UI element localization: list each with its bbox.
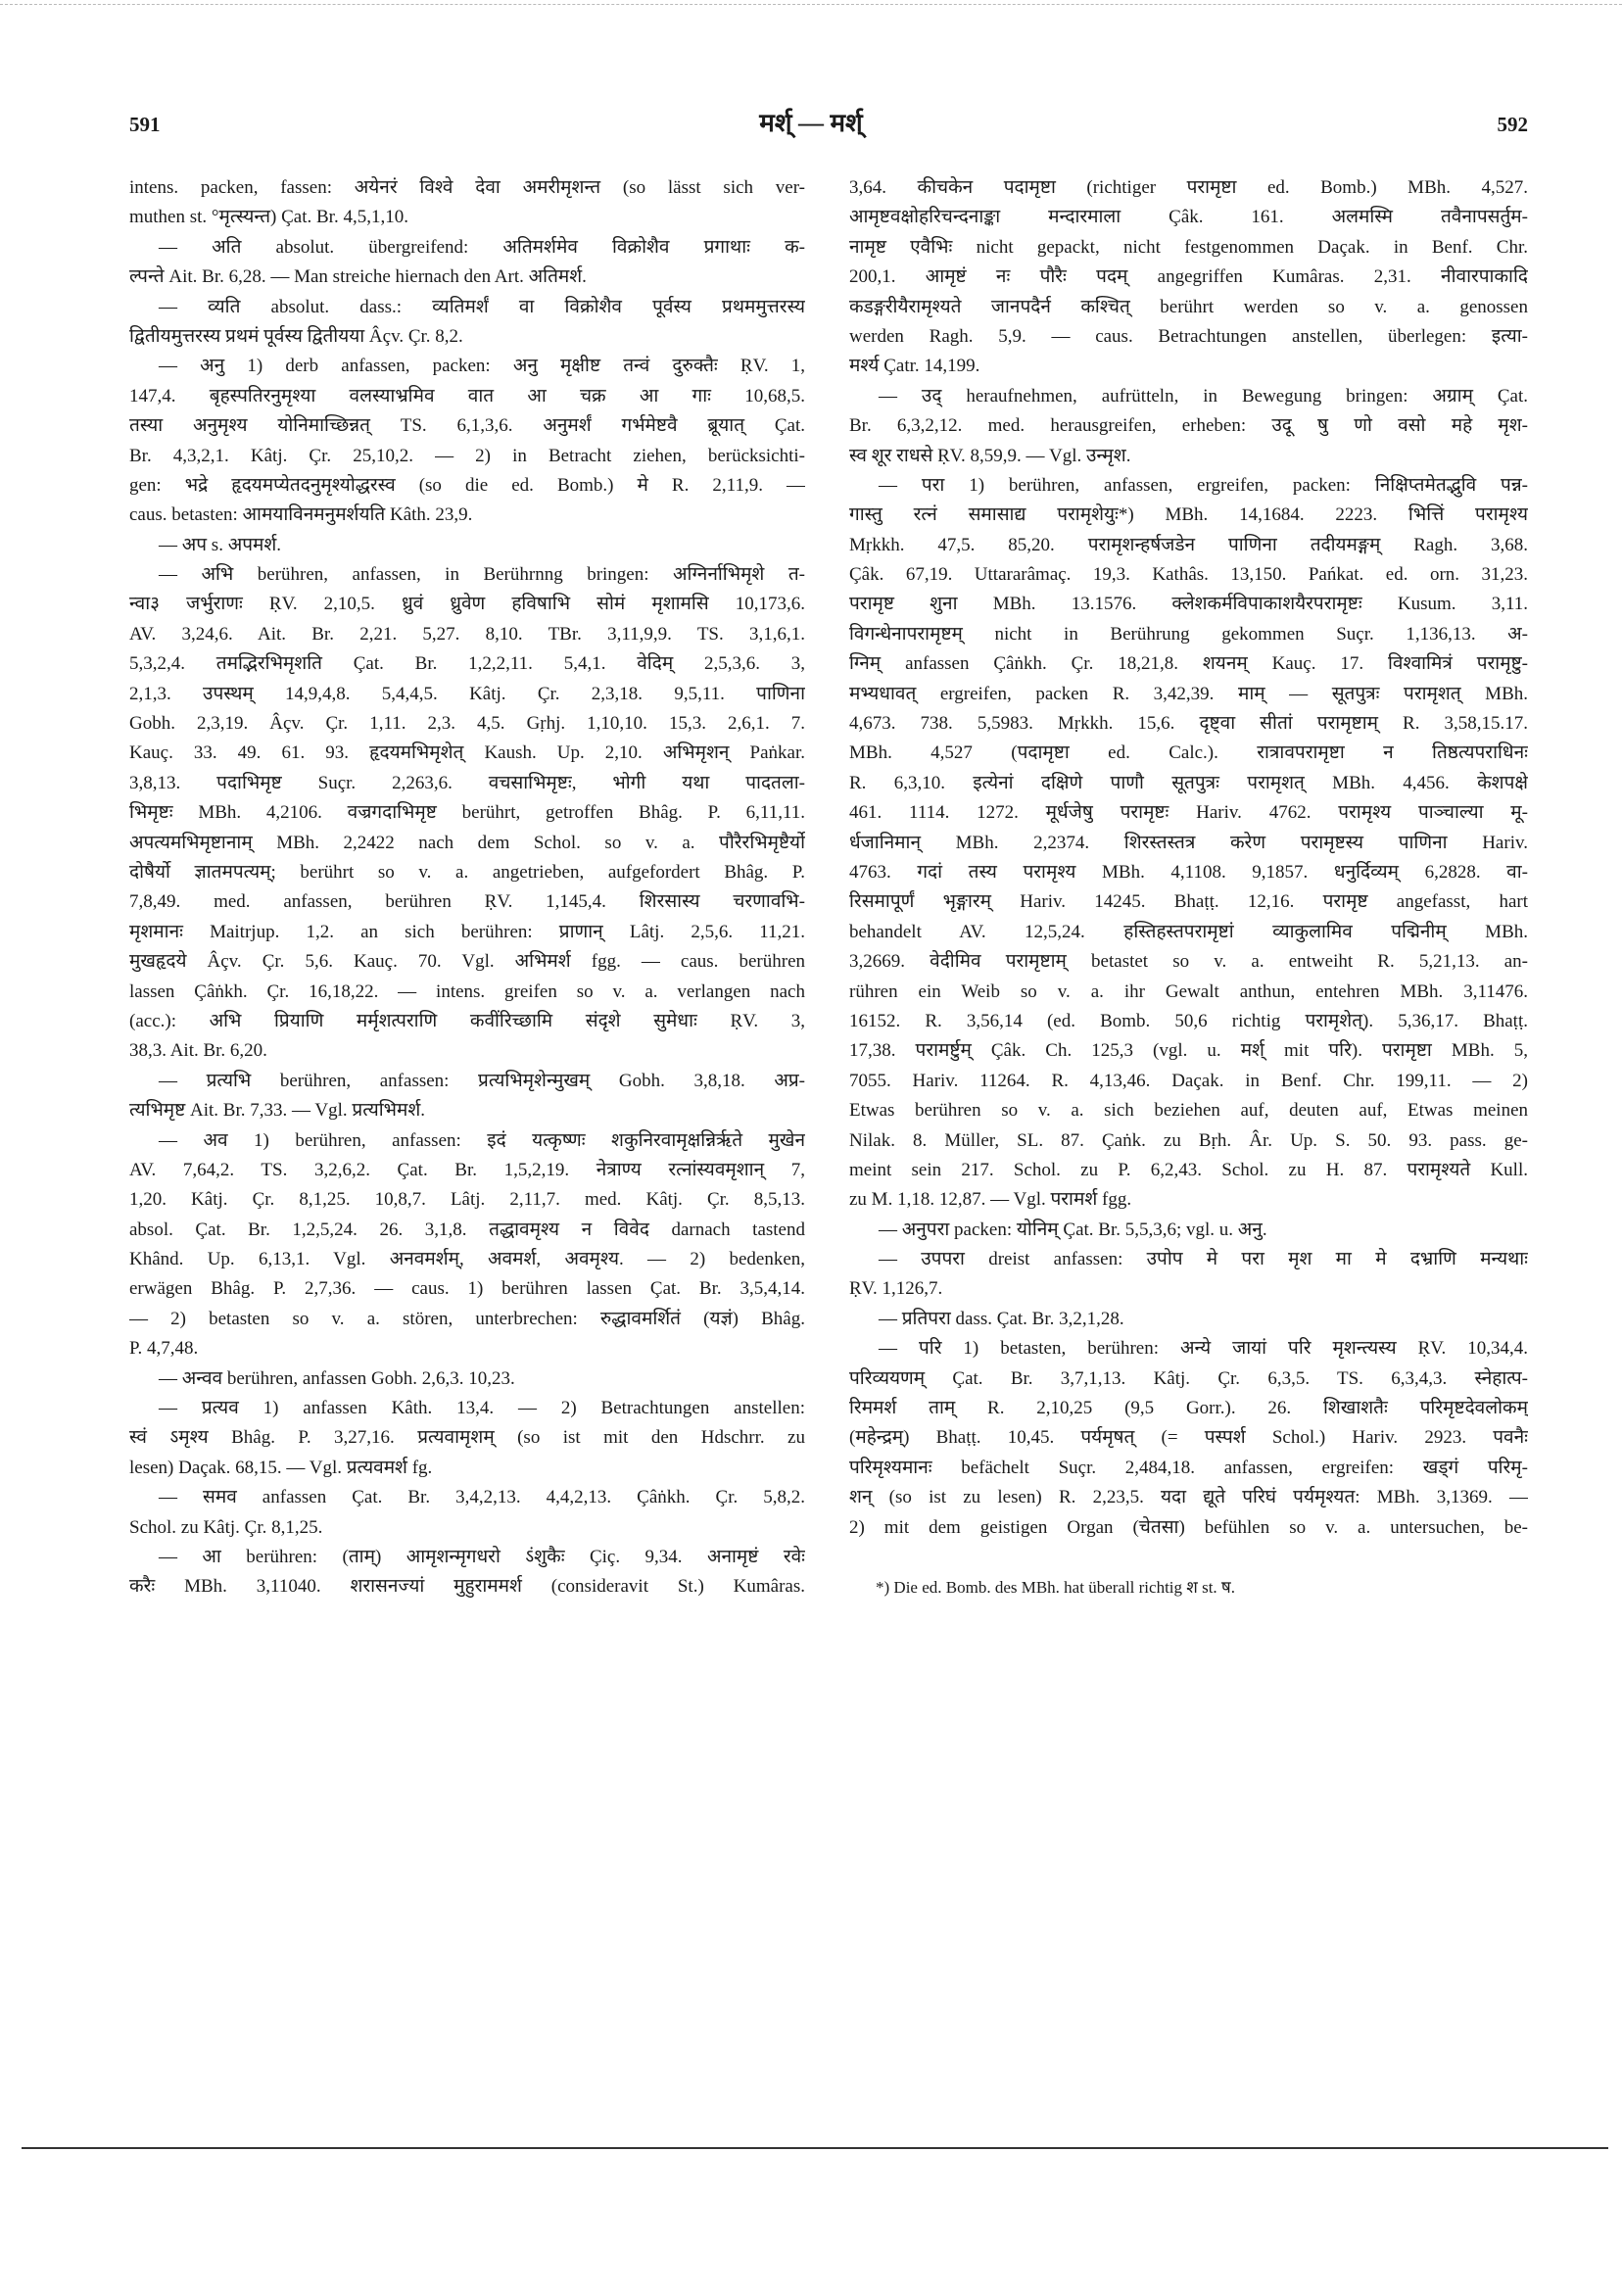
text-line: दोषैर्यो ज्ञातमपत्यम्; berührt so v. a. angetrieben, aufgefordert Bhâg. P. xyxy=(129,861,805,883)
text-line: करैः MBh. 3,11040. शरासनज्यां मुहुराममर्श (consideravit St.) Kumâras. xyxy=(129,1576,805,1598)
text-line: zu M. 1,18. 12,87. — Vgl. परामर्श fgg. xyxy=(849,1189,1132,1211)
entry-line: — आ berühren: (ताम्) आमृशन्मृगधरो ऽंशुकैः Çiç. 9,34. अनामृष्टं रवेः xyxy=(159,1546,805,1567)
text-line: absol. Çat. Br. 1,2,5,24. 26. 3,1,8. तद्धावमृश्य न विवेद darnach tastend xyxy=(129,1219,805,1240)
entry-line: — अति absolut. übergreifend: अतिमर्शमेव विक्रोशैव प्रगाथाः क- xyxy=(159,236,805,258)
text-line: त्यभिमृष्ट Ait. Br. 7,33. — Vgl. प्रत्यभिमर्श. xyxy=(129,1100,426,1122)
entry-line: — प्रत्यव 1) anfassen Kâth. 13,4. — 2) Betrachtungen anstellen: xyxy=(159,1398,805,1419)
text-line: कडङ्गरीयैरामृश्यते जानपदैर्न कश्चित् berührt werden so v. a. genossen xyxy=(849,296,1528,317)
text-line: 38,3. Ait. Br. 6,20. xyxy=(129,1040,267,1062)
footnote: *) Die ed. Bomb. des MBh. hat überall richtig श st. ष. xyxy=(876,1578,1235,1597)
text-line: 4,673. 738. 5,5983. Mṛkkh. 15,6. दृष्ट्वा सीतां परामृष्टाम् R. 3,58,15.17. xyxy=(849,713,1528,735)
text-line: Schol. zu Kâtj. Çr. 8,1,25. xyxy=(129,1516,323,1538)
entry-line: — अप s. अपमर्श. xyxy=(159,534,282,555)
text-line: Br. 6,3,2,12. med. herausgreifen, erheben: उदू षु णो वसो महे मृश- xyxy=(849,415,1528,437)
text-line: 1,20. Kâtj. Çr. 8,1,25. 10,8,7. Lâtj. 2,11,7. med. Kâtj. Çr. 8,5,13. xyxy=(129,1189,805,1211)
entry-line: — प्रतिपरा dass. Çat. Br. 3,2,1,28. xyxy=(879,1308,1124,1329)
text-line: 461. 1114. 1272. मूर्धजेषु परामृष्टः Hariv. 4762. परामृश्य पाञ्चाल्या मू- xyxy=(849,802,1528,824)
entry-line: — प्रत्यभि berühren, anfassen: प्रत्यभिमृशेन्मुखम् Gobh. 3,8,18. अप्र- xyxy=(159,1070,805,1091)
text-line: meint sein 217. Schol. zu P. 6,2,43. Schol. zu H. 87. परामृश्यते Kull. xyxy=(849,1159,1528,1180)
text-line: 7055. Hariv. 11264. R. 4,13,46. Daçak. in Benf. Chr. 199,11. — 2) xyxy=(849,1070,1528,1091)
text-line: न्वा३ जर्भुराणः ṚV. 2,10,5. ध्रुवं ध्रुवेण हविषाभि सोमं मृशामसि 10,173,6. xyxy=(129,594,805,615)
text-line: erwägen Bhâg. P. 2,7,36. — caus. 1) berühren lassen Çat. Br. 3,5,4,14. xyxy=(129,1278,805,1300)
entry-line: — समव anfassen Çat. Br. 3,4,2,13. 4,4,2,13. Çâṅkh. Çr. 5,8,2. xyxy=(159,1487,805,1508)
text-line: रिसमापूर्णं भृङ्गारम् Hariv. 14245. Bhaṭṭ. 12,16. परामृष्ट angefasst, hart xyxy=(849,891,1528,913)
page-number-left: 591 xyxy=(129,113,161,136)
text-line: द्वितीयमुत्तरस्य प्रथमं पूर्वस्य द्वितीयया Âçv. Çr. 8,2. xyxy=(129,325,463,347)
text-line: स्व शूर राधसे ṚV. 8,59,9. — Vgl. उन्मृश. xyxy=(849,445,1131,466)
text-line: R. 6,3,10. इत्येनां दक्षिणे पाणौ सूतपुत्रः परामृशत् MBh. 4,456. केशपक्षे xyxy=(849,772,1528,793)
entry-line: — अनु 1) derb anfassen, packen: अनु मृक्षीष्ट तन्वं दुरुक्तैः ṚV. 1, xyxy=(159,356,805,377)
text-line: 16152. R. 3,56,14 (ed. Bomb. 50,6 richtig परामृशेत्). 5,36,17. Bhaṭṭ. xyxy=(849,1010,1528,1031)
text-line: 7,8,49. med. anfassen, berühren ṚV. 1,145,4. शिरसास्य चरणावभि- xyxy=(129,891,805,913)
text-line: नामृष्ट एवैभिः nicht gepackt, nicht festgenommen Daçak. in Benf. Chr. xyxy=(849,236,1528,258)
text-line: 147,4. बृहस्पतिरनुमृश्या वलस्याभ्रमिव वात आ चक्र आ गाः 10,68,5. xyxy=(129,385,805,407)
entry-line: — अव 1) berühren, anfassen: इदं यत्कृष्णः शकुनिरवामृक्षन्निर्ऋते मुखेन xyxy=(159,1129,805,1151)
text-line: 200,1. आमृष्टं नः पौरैः पदम् angegriffen Kumâras. 2,31. नीवारपाकादि xyxy=(849,266,1528,288)
page-number-right: 592 xyxy=(1497,113,1528,136)
text-line: Çâk. 67,19. Uttararâmaç. 19,3. Kathâs. 13,150. Pańkat. ed. orn. 31,23. xyxy=(849,564,1528,586)
left-column xyxy=(129,173,805,1602)
text-line: muthen st. °मृत्स्यन्त) Çat. Br. 4,5,1,10. xyxy=(129,207,408,228)
text-line: ग्निम् anfassen Çâṅkh. Çr. 18,21,8. शयनम् Kauç. 17. विश्वामित्रं परामृष्टु- xyxy=(849,653,1528,675)
text-line: rühren ein Weib so v. a. ihr Gewalt anthun, entehren MBh. 3,11476. xyxy=(849,981,1528,1002)
text-line: 17,38. परामर्ष्टुम् Çâk. Ch. 125,3 (vgl. u. मर्श् mit परि). परामृष्टा MBh. 5, xyxy=(849,1040,1528,1062)
top-edge-rule xyxy=(0,4,1622,5)
text-line: Mṛkkh. 47,5. 85,20. परामृशन्हर्षजडेन पाणिना तदीयमङ्गम् Ragh. 3,68. xyxy=(849,534,1528,555)
text-line: रिममर्श ताम् R. 2,10,25 (9,5 Gorr.). 26. शिखाशतैः परिमृष्टदेवलोकम् xyxy=(849,1398,1528,1419)
text-line: 3,8,13. पदाभिमृष्ट Suçr. 2,263,6. वचसाभिमृष्टः, भोगी यथा पादतला- xyxy=(129,772,805,793)
entry-line: — व्यति absolut. dass.: व्यतिमर्शं वा विक्रोशैव पूर्वस्य प्रथममुत्तरस्य xyxy=(159,296,805,317)
text-line: 2,1,3. उपस्थम् 14,9,4,8. 5,4,4,5. Kâtj. Çr. 2,3,18. 9,5,11. पाणिना xyxy=(129,683,805,704)
text-line: अपत्यमभिमृष्टानाम् MBh. 2,2422 nach dem Schol. so v. a. पौरैरभिमृष्टैर्यो xyxy=(129,832,805,853)
entry-line: — अन्वव berühren, anfassen Gobh. 2,6,3. 10,23. xyxy=(159,1367,515,1389)
text-line: तस्या अनुमृश्य योनिमाच्छिन्नत् TS. 6,1,3,6. अनुमर्शं गर्भमेष्टवै ब्रूयात् Çat. xyxy=(129,415,805,437)
bottom-rule xyxy=(22,2147,1608,2149)
text-line: (महेन्द्रम्) Bhaṭṭ. 10,45. पर्यमृषत् (= पस्पर्श Schol.) Hariv. 2923. पवनैः xyxy=(849,1427,1528,1449)
text-line: 4763. गदां तस्य परामृश्य MBh. 4,1108. 9,1857. धनुर्दिव्यम् 6,2828. वा- xyxy=(849,861,1528,883)
text-line: Kauç. 33. 49. 61. 93. हृदयमभिमृशेत् Kaush. Up. 2,10. अभिमृशन् Paṅkar. xyxy=(129,742,805,764)
text-line: lesen) Daçak. 68,15. — Vgl. प्रत्यवमर्श fg. xyxy=(129,1457,433,1478)
text-line: intens. packen, fassen: अयेनरं विश्वे देवा अमरीमृशन्त (so lässt sich ver- xyxy=(129,177,805,198)
text-line: मृशमानः Maitrjup. 1,2. an sich berühren: प्राणान् Lâtj. 2,5,6. 11,21. xyxy=(129,921,805,942)
text-line: परिव्ययणम् Çat. Br. 3,7,1,13. Kâtj. Çr. 6,3,5. TS. 6,3,4,3. स्नेहात्प- xyxy=(849,1367,1528,1389)
entry-line: — उपपरा dreist anfassen: उपोप मे परा मृश मा मे दभ्राणि मन्यथाः xyxy=(879,1249,1528,1270)
text-line: मभ्यधावत् ergreifen, packen R. 3,42,39. माम् — सूतपुत्रः परामृशत् MBh. xyxy=(849,683,1528,704)
text-line: 3,64. कीचकेन पदामृष्टा (richtiger परामृष्टा ed. Bomb.) MBh. 4,527. xyxy=(849,177,1528,198)
text-line: मुखहृदये Âçv. Çr. 5,6. Kauç. 70. Vgl. अभिमर्श fgg. — caus. berühren xyxy=(129,951,805,973)
text-line: ल्पन्ते Ait. Br. 6,28. — Man streiche hiernach den Art. अतिमर्श. xyxy=(129,266,587,288)
text-line: (acc.): अभि प्रियाणि मर्मृशत्पराणि कवींरिच्छामि संदृशे सुमेधाः ṚV. 3, xyxy=(129,1010,805,1031)
running-head: मर्श् — मर्श् xyxy=(759,109,863,137)
text-line: र्धजानिमान् MBh. 2,2374. शिरस्तस्तत्र करेण परामृष्टस्य पाणिना Hariv. xyxy=(849,832,1528,853)
text-line: P. 4,7,48. xyxy=(129,1338,199,1360)
right-column xyxy=(849,173,1528,1543)
text-line: Etwas berühren so v. a. sich beziehen auf, deuten auf, Etwas meinen xyxy=(849,1100,1528,1122)
text-line: caus. betasten: आमयाविनमनुमर्शयति Kâth. 23,9. xyxy=(129,504,473,526)
text-line: परामृष्ट शुना MBh. 13.1576. क्लेशकर्मविपाकाशयैरपरामृष्टः Kusum. 3,11. xyxy=(849,594,1528,615)
text-line: विगन्धेनापरामृष्टम् nicht in Berührung gekommen Suçr. 1,136,13. अ- xyxy=(849,623,1528,645)
entry-line: — परि 1) betasten, berühren: अन्ये जायां परि मृशन्त्यस्य ṚV. 10,34,4. xyxy=(879,1338,1528,1360)
text-line: ṚV. 1,126,7. xyxy=(849,1278,943,1300)
text-line: lassen Çâṅkh. Çr. 16,18,22. — intens. greifen so v. a. verlangen nach xyxy=(129,981,805,1002)
text-line: Khând. Up. 6,13,1. Vgl. अनवमर्शम्, अवमर्श, अवमृश्य. — 2) bedenken, xyxy=(129,1249,805,1270)
text-line: आमृष्टवक्षोहरिचन्दनाङ्का मन्दारमाला Çâk. 161. अलमस्मि तवैनापसर्तुम- xyxy=(849,207,1528,228)
text-line: Br. 4,3,2,1. Kâtj. Çr. 25,10,2. — 2) in Betracht ziehen, berücksichti- xyxy=(129,445,805,466)
text-line: AV. 3,24,6. Ait. Br. 2,21. 5,27. 8,10. TBr. 3,11,9,9. TS. 3,1,6,1. xyxy=(129,623,805,645)
text-line: परिमृश्यमानः befächelt Suçr. 2,484,18. anfassen, ergreifen: खड्गं परिमृ- xyxy=(849,1457,1528,1478)
text-line: भिमृष्टः MBh. 4,2106. वज्रगदाभिमृष्ट berührt, getroffen Bhâg. P. 6,11,11. xyxy=(129,802,805,824)
text-line: Gobh. 2,3,19. Âçv. Çr. 1,11. 2,3. 4,5. Gṛhj. 1,10,10. 15,3. 2,6,1. 7. xyxy=(129,713,805,735)
text-line: AV. 7,64,2. TS. 3,2,6,2. Çat. Br. 1,5,2,19. नेत्राण्य रत्नांस्यवमृशान् 7, xyxy=(129,1159,805,1180)
text-line: Nilak. 8. Müller, SL. 87. Çaṅk. zu Bṛh. Âr. Up. S. 50. 93. pass. ge- xyxy=(849,1129,1528,1151)
text-line: मर्श्य Çatr. 14,199. xyxy=(849,356,980,377)
text-line: 5,3,2,4. तमद्भिरभिमृशति Çat. Br. 1,2,2,11. 5,4,1. वेदिम् 2,5,3,6. 3, xyxy=(129,653,805,675)
entry-line: — उद् heraufnehmen, aufrütteln, in Bewegung bringen: अग्राम् Çat. xyxy=(879,385,1528,407)
entry-line: — अनुपरा packen: योनिम् Çat. Br. 5,5,3,6; vgl. u. अनु. xyxy=(879,1219,1267,1240)
text-line: gen: भद्रे हृदयमप्येतदनुमृश्योद्धरस्व (so die ed. Bomb.) मे R. 2,11,9. — xyxy=(129,474,805,496)
text-line: MBh. 4,527 (पदामृष्टा ed. Calc.). रात्रावपरामृष्टा न तिष्ठत्यपराधिनः xyxy=(849,742,1528,764)
text-line: werden Ragh. 5,9. — caus. Betrachtungen anstellen, überlegen: इत्या- xyxy=(849,325,1528,347)
entry-line: — अभि berühren, anfassen, in Berührnng bringen: अग्निर्नाभिमृशे त- xyxy=(159,564,805,586)
text-line: 3,2669. वेदीमिव परामृष्टाम् betastet so v. a. entweiht R. 5,21,13. an- xyxy=(849,951,1528,973)
text-line: शन् (so ist zu lesen) R. 2,23,5. यदा द्यूते परिघं पर्यमृश्यत: MBh. 3,1369. — xyxy=(849,1487,1528,1508)
entry-line: — परा 1) berühren, anfassen, ergreifen, packen: निक्षिप्तमेतद्भुवि पन्न- xyxy=(879,474,1528,496)
text-line: स्वं ऽमृश्य Bhâg. P. 3,27,16. प्रत्यवामृशम् (so ist mit den Hdschrr. zu xyxy=(129,1427,805,1449)
text-line: behandelt AV. 12,5,24. हस्तिहस्तपरामृष्टां व्याकुलामिव पद्मिनीम् MBh. xyxy=(849,921,1528,942)
text-line: — 2) betasten so v. a. stören, unterbrechen: रुद्धावमर्शितं (यज्ञं) Bhâg. xyxy=(129,1308,805,1329)
text-line: गास्तु रत्नं समासाद्य परामृशेयुः*) MBh. 14,1684. 2223. भित्तिं परामृश्य xyxy=(849,504,1528,526)
text-line: 2) mit dem geistigen Organ (चेतसा) befühlen so v. a. untersuchen, be- xyxy=(849,1516,1528,1538)
